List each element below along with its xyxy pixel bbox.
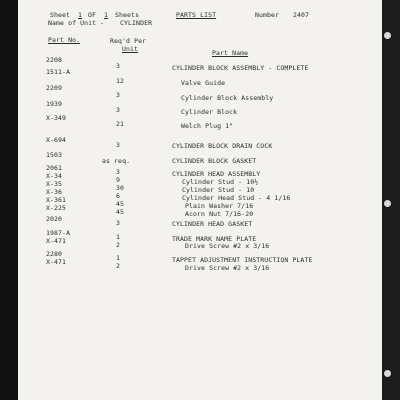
sheet-total: 1 <box>104 11 109 19</box>
row-part-no: X-361 <box>46 196 67 204</box>
row-qty: 12 <box>116 77 125 85</box>
row-qty: 45 <box>116 200 125 208</box>
row-part-no: 1939 <box>46 100 63 108</box>
sheets-word: Sheets <box>115 11 140 19</box>
row-part-name: Drive Screw #2 x 3/16 <box>185 242 270 250</box>
row-part-name: TRADE MARK NAME PLATE <box>172 235 257 243</box>
column-header-unit: Unit <box>122 45 139 53</box>
row-qty: 3 <box>116 62 121 70</box>
sheet-number: 1 <box>78 11 83 19</box>
row-part-name: CYLINDER BLOCK DRAIN COCK <box>172 142 273 150</box>
row-part-no: X-349 <box>46 114 67 122</box>
row-part-no: X-471 <box>46 237 67 245</box>
row-qty: as req. <box>102 157 131 165</box>
row-part-no: X-35 <box>46 180 63 188</box>
row-qty: 3 <box>116 168 121 176</box>
row-qty: 30 <box>116 184 125 192</box>
row-part-no: 2280 <box>46 250 63 258</box>
row-qty: 3 <box>116 219 121 227</box>
scan-border-right <box>382 0 400 400</box>
row-part-name: Cylinder Block Assembly <box>181 94 274 102</box>
row-part-name: TAPPET ADJUSTMENT INSTRUCTION PLATE <box>172 256 313 264</box>
row-part-no: 2061 <box>46 164 63 172</box>
row-qty: 2 <box>116 262 121 270</box>
row-qty: 45 <box>116 208 125 216</box>
row-qty: 9 <box>116 176 121 184</box>
row-part-no: X-225 <box>46 204 67 212</box>
row-part-name: Cylinder Stud - 10 <box>182 186 255 194</box>
row-qty: 21 <box>116 120 125 128</box>
unit-label: Name of Unit - <box>48 19 105 27</box>
row-part-no: 2020 <box>46 215 63 223</box>
sheet-prefix: Sheet <box>50 11 71 19</box>
row-part-no: X-34 <box>46 172 63 180</box>
row-qty: 3 <box>116 91 121 99</box>
row-part-name: CYLINDER HEAD ASSEMBLY <box>172 170 261 178</box>
binder-hole <box>384 32 391 39</box>
row-part-no: 1503 <box>46 151 63 159</box>
column-header-part-no: Part No. <box>48 36 81 44</box>
row-part-name: CYLINDER BLOCK ASSEMBLY - COMPLETE <box>172 64 309 72</box>
document-title: PARTS LIST <box>176 11 217 19</box>
row-qty: 1 <box>116 254 121 262</box>
row-part-no: 2209 <box>46 84 63 92</box>
row-qty: 3 <box>116 141 121 149</box>
row-qty: 6 <box>116 192 121 200</box>
row-part-name: Cylinder Block <box>181 108 238 116</box>
row-part-no: 2208 <box>46 56 63 64</box>
number-value: 2407 <box>293 11 310 19</box>
row-part-no: X-36 <box>46 188 63 196</box>
row-part-name: Welch Plug 1" <box>181 122 234 130</box>
row-part-name: Cylinder Stud - 10½ <box>182 178 259 186</box>
sheet-of: OF <box>88 11 97 19</box>
row-part-name: CYLINDER HEAD GASKET <box>172 220 253 228</box>
row-part-name: Plain Washer 7/16 <box>185 202 254 210</box>
row-part-name: Valve Guide <box>181 79 226 87</box>
row-part-name: Cylinder Head Stud - 4 1/16 <box>182 194 291 202</box>
column-header-reqd: Req'd Per <box>110 37 147 45</box>
row-part-no: 1511-A <box>46 68 71 76</box>
column-header-part-name: Part Name <box>212 49 249 57</box>
row-qty: 2 <box>116 241 121 249</box>
row-part-no: X-694 <box>46 136 67 144</box>
unit-value: CYLINDER <box>120 19 153 27</box>
row-part-name: CYLINDER BLOCK GASKET <box>172 157 257 165</box>
row-part-name: Drive Screw #2 x 3/16 <box>185 264 270 272</box>
binder-hole <box>384 370 391 377</box>
row-part-no: X-471 <box>46 258 67 266</box>
row-part-no: 1987-A <box>46 229 71 237</box>
number-label: Number <box>255 11 280 19</box>
parts-list-sheet <box>18 0 382 400</box>
row-qty: 1 <box>116 233 121 241</box>
row-part-name: Acorn Nut 7/16-20 <box>185 210 254 218</box>
row-qty: 3 <box>116 106 121 114</box>
binder-hole <box>384 200 391 207</box>
